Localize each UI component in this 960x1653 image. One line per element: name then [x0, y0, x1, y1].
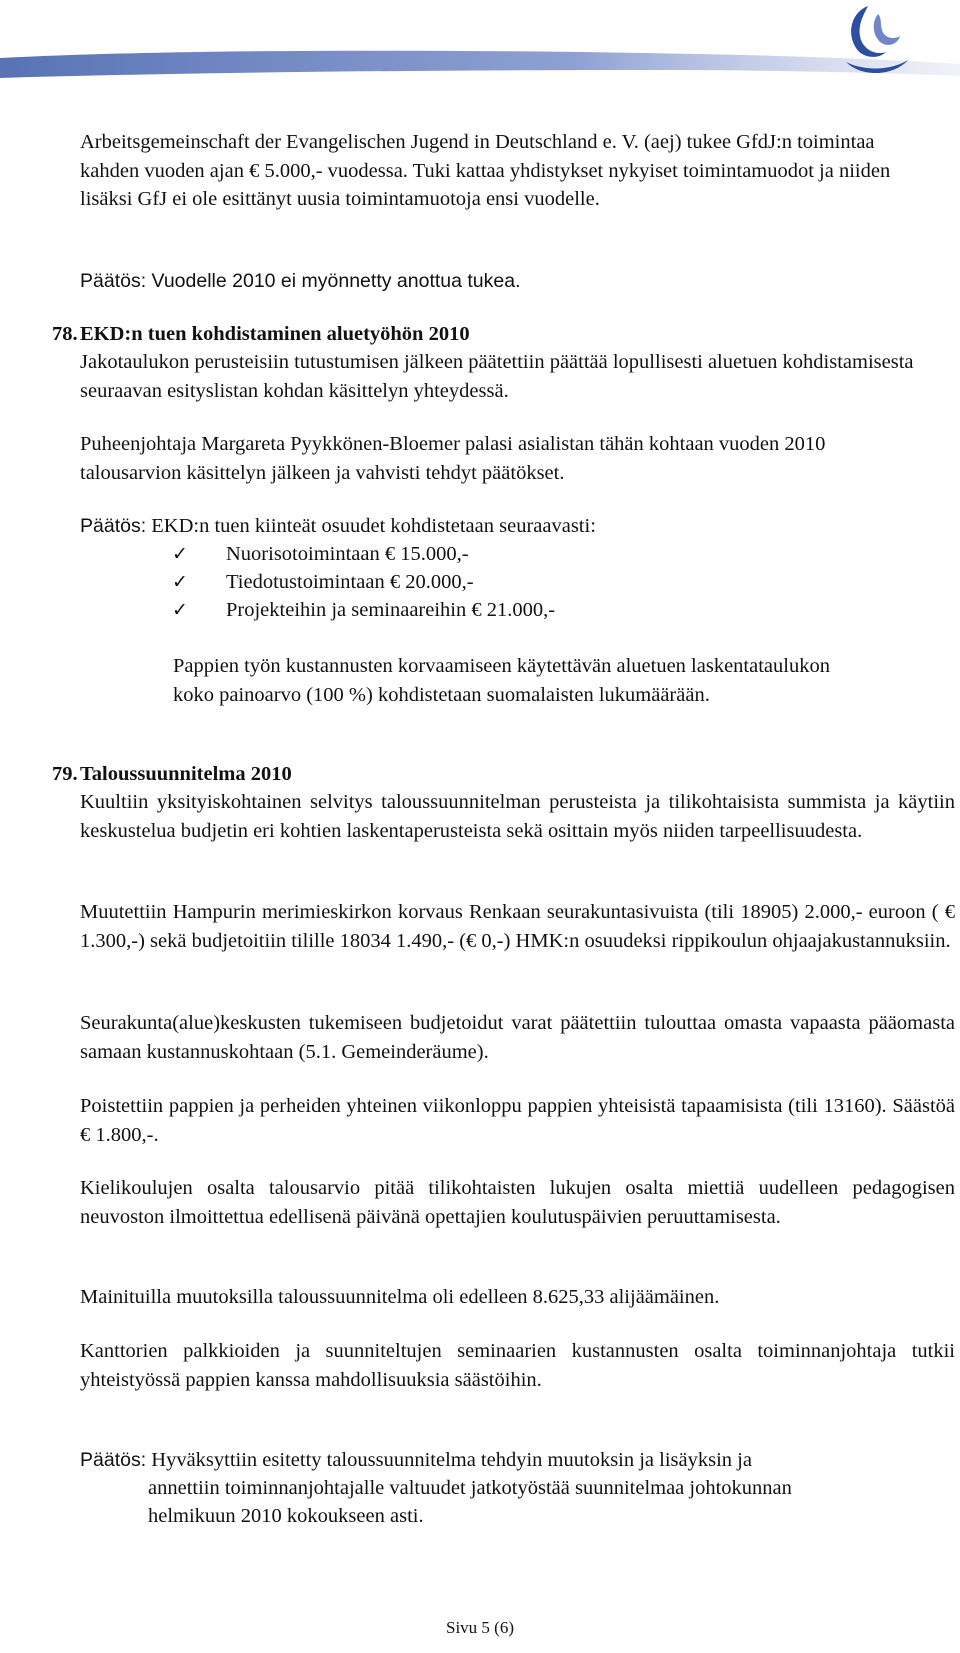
section-78-decision — [80, 512, 960, 541]
section-79-title: Taloussuunnitelma 2010 — [80, 763, 292, 785]
section-79-p5: Kielikoulujen osalta talousarvio pitää tilikohtaisten lukujen osalta miettiä uudelleen pedagogisen neuvoston ilmoittettua edellisenä päivänä opettajien koulutuspäivien peruuttamisesta. — [80, 1177, 955, 1228]
section-78-number: 78. — [52, 323, 78, 345]
section-78-p1: Jakotaulukon perusteisiin tutustumisen jälkeen päätettiin päättää lopullisesti aluetuen kohdistamisesta seuraavan esityslistan kohdan käsittelyn yhteydessä. — [80, 351, 914, 402]
check-icon: ✓ — [172, 599, 188, 621]
decision-text: EKD:n tuen kiinteät osuudet kohdistetaan seuraavasti: — [151, 515, 596, 537]
section-79-p3: Seurakunta(alue)keskusten tukemiseen budjetoidut varat päätettiin tulouttaa omasta vapaasta pääomasta samaan kustannuskohtaan (5.1. Gemeinderäume). — [80, 1012, 955, 1063]
section-79-p7: Kanttorien palkkioiden ja suunniteltujen seminaarien kustannusten osalta toiminnanjohtaja tutkii yhteistyössä pappien kanssa mahdollisuuksia säästöihin. — [80, 1340, 955, 1391]
page-number: Sivu 5 (6) — [446, 1618, 514, 1637]
decision-line-1: Hyväksyttiin esitetty taloussuunnitelma tehdyin muutoksin ja lisäyksin ja — [151, 1449, 752, 1471]
bullet-item: Projekteihin ja seminaareihin € 21.000,- — [226, 599, 556, 621]
section-79-decision — [80, 1446, 960, 1475]
check-icon: ✓ — [172, 543, 188, 565]
section-79-p1: Kuultiin yksityiskohtainen selvitys taloussuunnitelman perusteista ja tilikohtaisista summista ja käytiin keskustelua budjetin eri kohtien laskentaperusteista sekä osittain myös niiden tarpeellisuudesta. — [80, 791, 955, 842]
section-78-title: EKD:n tuen kohdistaminen aluetyöhön 2010 — [80, 323, 470, 345]
section-78-note: Pappien työn kustannusten korvaamiseen käytettävän aluetuen laskentataulukon koko painoarvo (100 %) kohdistetaan suomalaisten lukumäärään. — [173, 655, 830, 706]
section-79-number: 79. — [52, 763, 78, 785]
section-78-p2: Puheenjohtaja Margareta Pyykkönen-Bloemer palasi asialistan tähän kohtaan vuoden 2010 talousarvion käsittelyn jälkeen ja vahvisti tehdyt päätökset. — [80, 433, 826, 484]
decision-2010: Päätös: Vuodelle 2010 ei myönnetty anottua tukea. — [80, 270, 521, 292]
decision-line-2: annettiin toiminnanjohtajalle valtuudet jatkotyöstää suunnitelmaa johtokunnan — [148, 1477, 792, 1499]
decision-label: Päätös: — [80, 515, 147, 537]
section-79-p2: Muutettiin Hampurin merimieskirkon korvaus Renkaan seurakuntasivuista (tili 18905) 2.000,- euroon ( € 1.300,-) sekä budjetoitiin tilille 18034 1.490,- (€ 0,-) HMK:n osuudeksi rippikoulun ohjaajakustannuksiin. — [80, 901, 955, 952]
bullet-item: Tiedotustoimintaan € 20.000,- — [226, 571, 474, 593]
section-79-p6: Mainituilla muutoksilla taloussuunnitelma oli edelleen 8.625,33 alijäämäinen. — [80, 1286, 720, 1308]
aej-paragraph: Arbeitsgemeinschaft der Evangelischen Jugend in Deutschland e. V. (aej) tukee GfdJ:n toimintaa kahden vuoden ajan € 5.000,- vuodessa. Tuki kattaa yhdistykset nykyiset toimintamuodot ja niiden lisäksi GfJ ei ole esittänyt uusia toimintamuotoja ensi vuodelle. — [80, 131, 891, 210]
decision-label: Päätös: — [80, 1449, 147, 1471]
bullet-item: Nuorisotoimintaan € 15.000,- — [226, 543, 469, 565]
header-banner — [0, 0, 960, 90]
check-icon: ✓ — [172, 571, 188, 593]
decision-line-3: helmikuun 2010 kokoukseen asti. — [148, 1505, 424, 1527]
section-79-p4: Poistettiin pappien ja perheiden yhteinen viikonloppu pappien yhteisistä tapaamisista (tili 13160). Säästöä € 1.800,-. — [80, 1095, 955, 1146]
